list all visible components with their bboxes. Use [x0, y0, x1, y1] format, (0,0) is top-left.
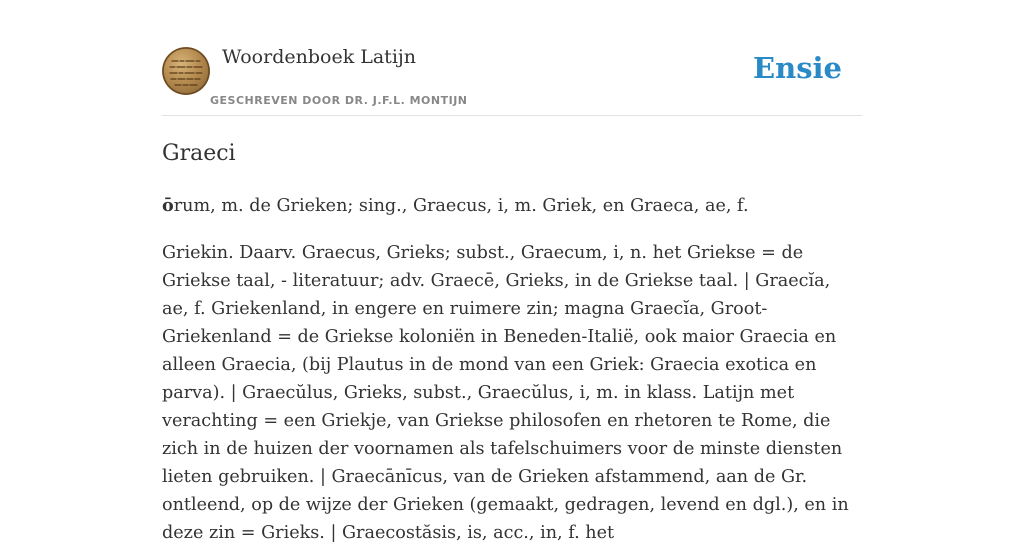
site-header [162, 0, 862, 116]
site-title[interactable]: Woordenboek Latijn [222, 46, 417, 68]
author-byline: GESCHREVEN DOOR DR. J.F.L. MONTIJN [210, 94, 468, 107]
entry-title: Graeci [162, 141, 236, 166]
entry-body: Griekin. Daarv. Graecus, Grieks; subst., Graecum, i, n. het Griekse = de Griekse taal, - literatuur; adv. Graecē, Grieks, in de Griekse taal. | Graecĭa, ae, f. Griekenland, in engere en ruimere zin; magna Graecĭa, Groot-Griekenland = de Griekse koloniën in Beneden-Italië, ook maior Graecia en alleen Graecia, (bij Plautus in de mond van een Griek: Graecia exotica en parva). | Graecŭlus, Grieks, subst., Graecŭlus, i, m. in klass. Latijn met verachting = een Griekje, van Griekse philosofen en rhetoren te Rome, die zich in de huizen der voornamen als tafelschuimers voor de minste diensten lieten gebruiken. | Graecānīcus, van de Grieken afstammend, aan de Gr. ontleend, op de wijze der Grieken (gemaakt, gedragen, levend en dgl.), en in deze zin = Grieks. | Graecostăsis, is, acc., in, f. het [162, 243, 849, 543]
entry-lead-text: rum, m. de Grieken; sing., Graecus, i, m. Griek, en Graeca, ae, f. [173, 196, 749, 216]
page [162, 0, 862, 543]
avatar[interactable] [162, 47, 210, 95]
entry-lead [162, 192, 862, 220]
latin-inscription-coin-icon [162, 47, 210, 95]
entry-lead-bold: ō [162, 195, 174, 216]
ensie-logo[interactable]: Ensie [753, 51, 842, 85]
